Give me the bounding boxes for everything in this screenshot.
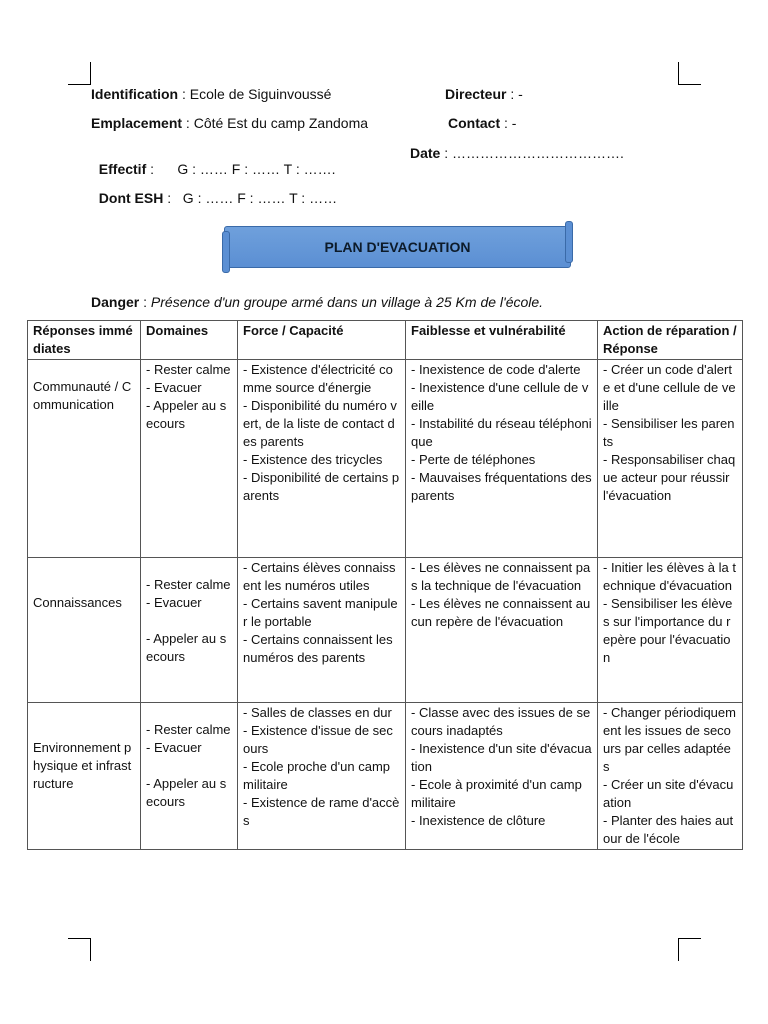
list-item: - Certains élèves connaissent les numéros utiles	[243, 560, 396, 593]
contact-line	[448, 115, 516, 131]
list-item: - Classe avec des issues de secours inadaptés	[411, 705, 591, 738]
list-item: - Planter des haies autour de l'école	[603, 813, 734, 846]
effectif-value: : G : …… F : …… T : …….	[146, 161, 336, 177]
danger-sep: :	[139, 294, 151, 310]
list-item: - Les élèves ne connaissent pas la technique de l'évacuation	[411, 560, 591, 593]
table-row	[28, 360, 743, 558]
list-item: - Initier les élèves à la technique d'évacuation	[603, 560, 736, 593]
crop-mark-bottom-right	[678, 938, 701, 961]
esh-label: Dont ESH	[98, 190, 164, 206]
effectif-line	[91, 145, 336, 177]
list-item: - Inexistence de clôture	[411, 813, 546, 828]
crop-mark-top-right	[678, 62, 701, 85]
spacer	[146, 757, 232, 775]
date-line	[410, 145, 624, 161]
row-action	[598, 703, 743, 850]
banner-title: PLAN D'EVACUATION	[324, 239, 471, 255]
list-item: - Responsabiliser chaque acteur pour réussir l'évacuation	[603, 452, 736, 503]
list-item: - Ecole à proximité d'un camp militaire	[411, 777, 582, 810]
list-item: - Créer un site d'évacuation	[603, 777, 734, 810]
list-item: - Appeler au secours	[146, 776, 227, 809]
list-item: - Appeler au secours	[146, 398, 227, 431]
identification-label: Identification	[91, 86, 179, 102]
danger-line	[91, 294, 543, 310]
list-item: - Inexistence d'une cellule de veille	[411, 380, 589, 413]
list-item: - Inexistence de code d'alerte	[411, 362, 581, 377]
esh-line	[91, 174, 337, 206]
list-item: - Les élèves ne connaissent aucun repère de l'évacuation	[411, 596, 591, 629]
identification-line	[91, 86, 331, 102]
row-force	[238, 360, 406, 558]
row-response: Communauté / Communication	[28, 360, 141, 558]
table-row	[28, 703, 743, 850]
header-domaines: Domaines	[141, 321, 238, 360]
contact-label: Contact	[448, 115, 501, 131]
list-item: - Disponibilité de certains parents	[243, 470, 400, 503]
row-domaines	[141, 558, 238, 703]
list-item: - Evacuer	[146, 740, 202, 755]
header-faiblesse: Faiblesse et vulnérabilité	[406, 321, 598, 360]
row-domaines	[141, 703, 238, 850]
directeur-line	[445, 86, 523, 102]
list-item: - Existence d'issue de secours	[243, 723, 393, 756]
list-item: - Sensibiliser les élèves sur l'importance du repère pour l'évacuation	[603, 596, 733, 665]
list-item: - Mauvaises fréquentations des parents	[411, 470, 592, 503]
emplacement-label: Emplacement	[91, 115, 183, 131]
row-action	[598, 558, 743, 703]
list-item: - Perte de téléphones	[411, 452, 536, 467]
identification-value: : Ecole de Siguinvoussé	[178, 86, 332, 102]
date-label: Date	[410, 145, 441, 161]
list-item: - Sensibiliser les parents	[603, 416, 735, 449]
list-item: - Rester calme	[146, 362, 231, 377]
row-response: Connaissances	[28, 558, 141, 703]
list-item: - Changer périodiquement les issues de secours par celles adaptées	[603, 705, 736, 774]
evacuation-plan-banner	[224, 226, 571, 268]
header-action: Action de réparation / Réponse	[598, 321, 743, 360]
row-force	[238, 703, 406, 850]
crop-mark-bottom-left	[68, 938, 91, 961]
list-item: - Salles de classes en dur	[243, 705, 392, 720]
list-item: - Existence des tricycles	[243, 452, 383, 467]
list-item: - Rester calme	[146, 577, 231, 592]
crop-mark-top-left	[68, 62, 91, 85]
directeur-value: : -	[506, 86, 523, 102]
danger-text: Présence d'un groupe armé dans un village à 25 Km de l'école.	[150, 294, 544, 310]
emplacement-value: : Côté Est du camp Zandoma	[182, 115, 369, 131]
spacer	[146, 612, 232, 630]
directeur-label: Directeur	[445, 86, 507, 102]
row-faiblesse	[406, 360, 598, 558]
header-force: Force / Capacité	[238, 321, 406, 360]
evacuation-plan-table	[27, 320, 743, 850]
list-item: - Rester calme	[146, 722, 231, 737]
list-item: - Ecole proche d'un camp militaire	[243, 759, 391, 792]
row-force	[238, 558, 406, 703]
row-response: Environnement physique et infrastructure	[28, 703, 141, 850]
row-faiblesse	[406, 703, 598, 850]
row-domaines	[141, 360, 238, 558]
contact-value: : -	[500, 115, 517, 131]
date-value: : ……………………………….	[440, 145, 624, 161]
list-item: - Certains savent manipuler le portable	[243, 596, 398, 629]
list-item: - Evacuer	[146, 380, 202, 395]
list-item: - Certains connaissent les numéros des parents	[243, 632, 393, 665]
danger-label: Danger	[91, 294, 140, 310]
list-item: - Inexistence d'un site d'évacuation	[411, 741, 592, 774]
list-item: - Existence d'électricité comme source d'énergie	[243, 362, 393, 395]
header-responses: Réponses immédiates	[28, 321, 141, 360]
effectif-label: Effectif	[98, 161, 147, 177]
list-item: - Disponibilité du numéro vert, de la liste de contact des parents	[243, 398, 397, 449]
row-action	[598, 360, 743, 558]
list-item: - Créer un code d'alerte et d'une cellule de veille	[603, 362, 736, 413]
table-row	[28, 558, 743, 703]
list-item: - Evacuer	[146, 595, 202, 610]
list-item: - Appeler au secours	[146, 631, 227, 664]
row-faiblesse	[406, 558, 598, 703]
esh-value: : G : …… F : …… T : ……	[163, 190, 338, 206]
emplacement-line	[91, 115, 368, 131]
table-header-row	[28, 321, 743, 360]
list-item: - Instabilité du réseau téléphonique	[411, 416, 592, 449]
list-item: - Existence de rame d'accès	[243, 795, 400, 828]
